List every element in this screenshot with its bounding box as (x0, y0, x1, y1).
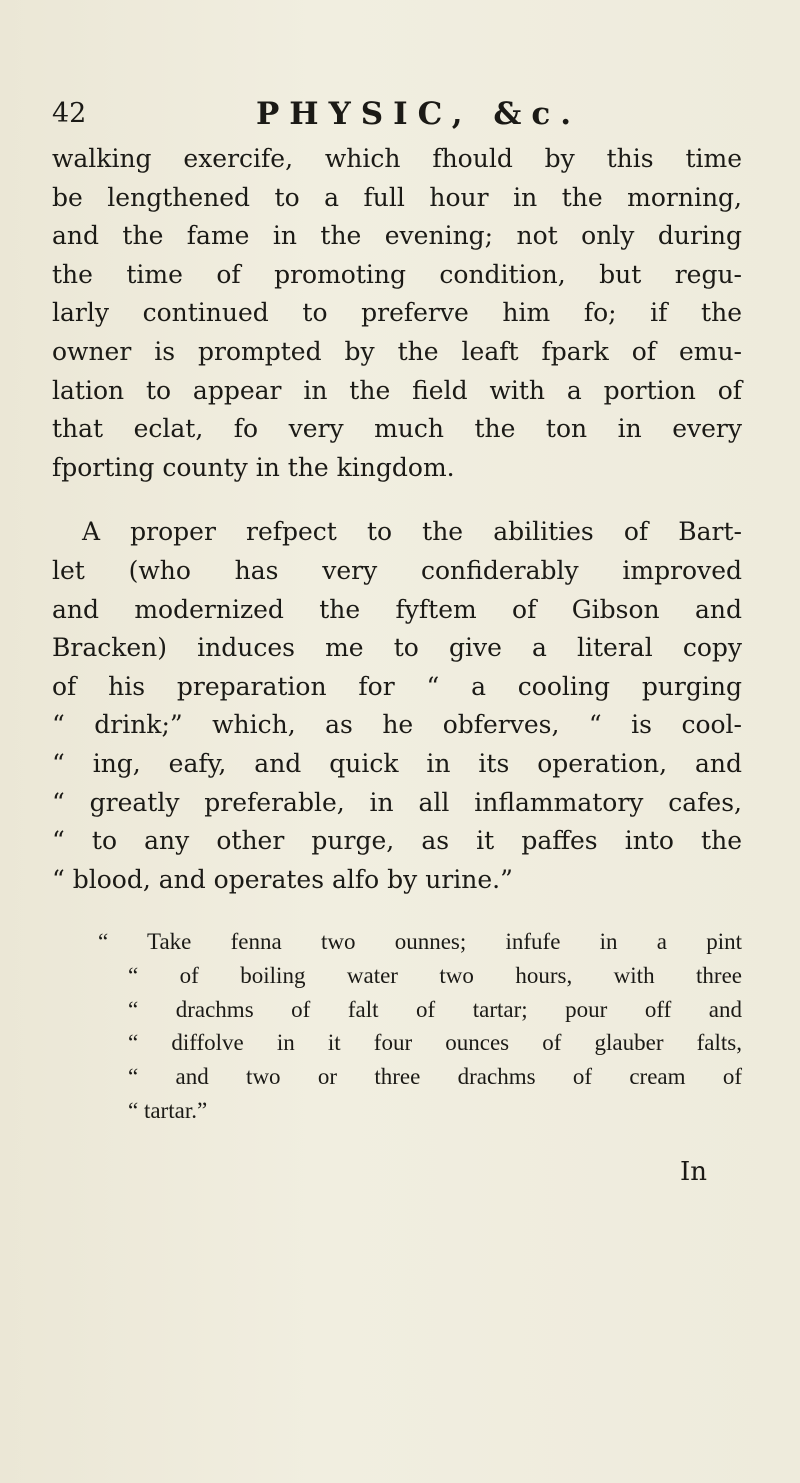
recipe-quote (98, 925, 742, 1127)
running-head (52, 94, 740, 134)
text-line: fporting county in the kingdom. (52, 452, 455, 482)
paragraph-2 (52, 513, 742, 899)
text-line: “ Take fenna two ounnes; infufe in a pint (98, 929, 742, 955)
text-line: “ greatly preferable, in all inflammatory cafes, (52, 787, 742, 817)
text-line: and modernized the fyftem of Gibson and (52, 594, 742, 624)
text-line: be lengthened to a full hour in the morning, (52, 182, 742, 212)
text-line: A proper refpect to the abilities of Bart- (82, 517, 742, 547)
text-line: “ tartar.” (128, 1097, 208, 1123)
page-number: 42 (52, 98, 87, 129)
text-line: “ drink;” which, as he obferves, “ is cool- (52, 710, 742, 740)
text-line: let (who has very confiderably improved (52, 555, 742, 585)
text-line: “ ing, eafy, and quick in its operation, and (52, 748, 742, 778)
text-line: “ and two or three drachms of cream of (128, 1064, 742, 1090)
text-line: that eclat, fo very much the ton in every (52, 414, 742, 444)
text-line: “ of boiling water two hours, with three (128, 962, 742, 988)
text-line: Bracken) induces me to give a literal copy (52, 633, 742, 663)
text-line: “ drachms of falt of tartar; pour off and (128, 996, 742, 1022)
text-line: “ blood, and operates alfo by urine.” (52, 864, 513, 894)
text-line: “ diffolve in it four ounces of glauber falts, (128, 1030, 742, 1056)
text-line: owner is prompted by the leaft fpark of emu- (52, 336, 742, 366)
text-line: “ to any other purge, as it paffes into the (52, 826, 742, 856)
paragraph-1 (52, 140, 742, 487)
running-title: PHYSIC, &c. (256, 96, 581, 132)
text-line: the time of promoting condition, but regu- (52, 259, 742, 289)
text-line: walking exercife, which fhould by this time (52, 144, 742, 173)
text-line: of his preparation for “ a cooling purging (52, 671, 742, 701)
text-line: lation to appear in the field with a portion of (52, 375, 742, 405)
text-line: larly continued to preferve him fo; if the (52, 298, 742, 328)
body-text (52, 140, 742, 1127)
text-line: and the fame in the evening; not only during (52, 221, 742, 251)
catchword: In (680, 1157, 708, 1187)
